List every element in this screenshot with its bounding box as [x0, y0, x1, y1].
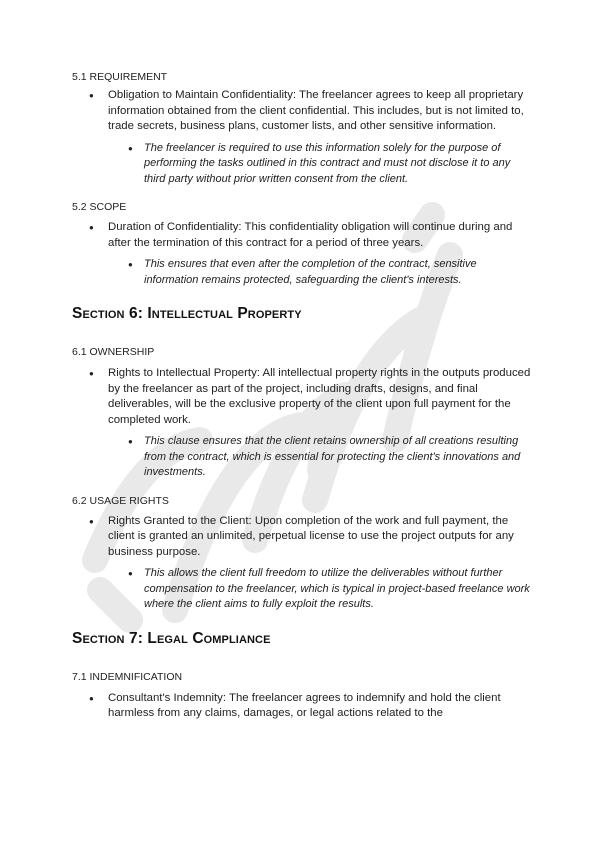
bullet-6-2: ● Rights Granted to the Client: Upon completion of the work and full payment, the client is granted an unlimited, perpetual license to use the project outputs for any business purpose. [72, 514, 532, 561]
bullet-5-1: ● Obligation to Maintain Confidentiality: The freelancer agrees to keep all proprietary information obtained from the client confidential. This includes, but is not limited to, trade secrets, business plans, customer lists, and other sensitive information. [72, 88, 532, 135]
section-7-title: Section 7: Legal Compliance [72, 629, 271, 647]
sub-bullet-6-2: ● This allows the client full freedom to utilize the deliverables without further compensation to the freelancer, which is typical in project-based freelance work where the client aims to fully exploit the results. [72, 566, 532, 613]
section-6-title: Section 6: Intellectual Property [72, 305, 302, 322]
bullet-list-5-2 [72, 220, 532, 288]
subheading-7-1: 7.1 INDEMNIFICATION [72, 670, 183, 683]
section-6-2 [72, 494, 532, 613]
subheading-6-2: 6.2 USAGE RIGHTS [72, 494, 169, 507]
section-5-2 [72, 200, 532, 288]
bullet-list-6-2 [72, 514, 532, 613]
subheading-5-2: 5.2 SCOPE [72, 201, 127, 213]
section-6-1 [72, 345, 532, 481]
sub-bullet-5-1: ● The freelancer is required to use this information solely for the purpose of performing the tasks outlined in this contract and must not disclose it to any third party without prior written consent from the client. [72, 141, 532, 188]
document-content [72, 70, 532, 722]
bullet-7-1: ● Consultant's Indemnity: The freelancer agrees to indemnify and hold the client harmless from any claims, damages, or legal actions related to the [72, 691, 532, 722]
sub-bullet-6-1: ● This clause ensures that the client retains ownership of all creations resulting from the contract, which is essential for protecting the client's innovations and investments. [72, 434, 532, 481]
section-7-1 [72, 670, 532, 722]
bullet-list-6-1 [72, 366, 532, 481]
section-5-1 [72, 70, 532, 187]
subheading-6-1: 6.1 OWNERSHIP [72, 346, 155, 358]
bullet-list-5-1 [72, 88, 532, 187]
sub-bullet-5-2: ● This ensures that even after the completion of the contract, sensitive information remains protected, safeguarding the client's interests. [72, 257, 532, 288]
bullet-5-2: ● Duration of Confidentiality: This confidentiality obligation will continue during and after the termination of this contract for a period of three years. [72, 220, 532, 251]
bullet-6-1: ● Rights to Intellectual Property: All intellectual property rights in the outputs produced by the freelancer as part of the project, including drafts, designs, and final deliverables, will be the exclusive property of the client upon full payment for the completed work. [72, 366, 532, 428]
bullet-list-7-1 [72, 691, 532, 722]
subheading-5-1: 5.1 REQUIREMENT [72, 71, 168, 83]
